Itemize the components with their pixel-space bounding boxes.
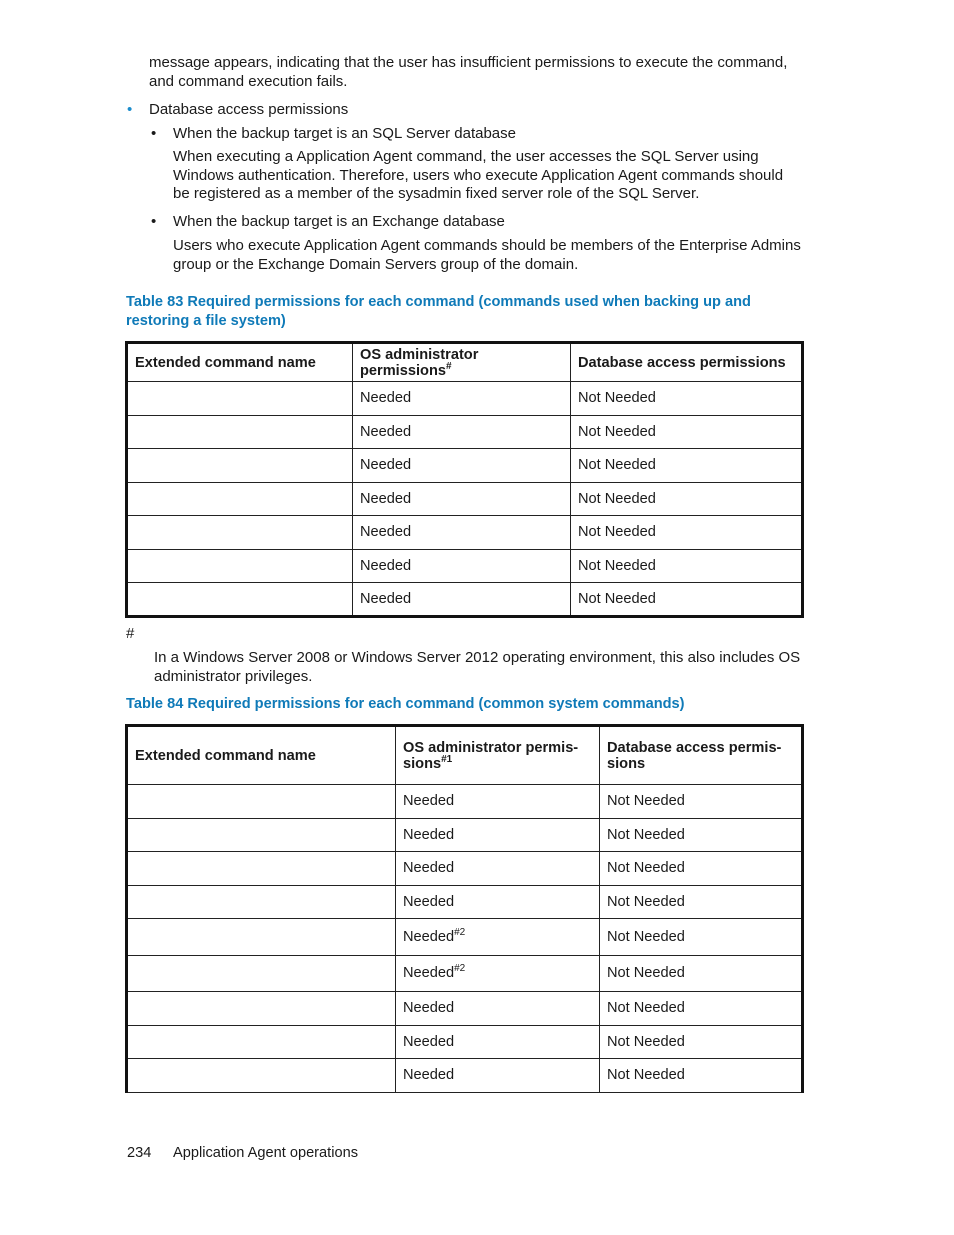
cell-os-permission: Needed$^{\#2}$ [396,919,600,956]
cell-os-permission: Needed [396,852,600,886]
cell-db-permission: Not Needed [571,583,803,617]
table-row [127,415,803,449]
bullet-marker: • [127,101,133,118]
cell-db-permission: Not Needed [600,992,803,1026]
table-row [127,583,803,617]
cell-db-permission: Not Needed [600,955,803,992]
cell-os-permission: Needed [353,382,571,416]
cell-command-name [127,482,353,516]
footnote-ref: #1 [441,753,453,765]
cell-command-name [127,1025,396,1059]
cell-os-permission: Needed [396,818,600,852]
table-header-row [127,343,803,382]
table-84-caption: Table 84 Required permissions for each command (common system commands) [126,696,685,712]
cell-command-name [127,955,396,992]
header-extended-command-name: Extended command name [127,726,396,785]
table-row [127,955,803,992]
cell-command-name [127,852,396,886]
sub-bullet-sql-label: When the backup target is an SQL Server database [173,125,516,142]
cell-db-permission: Not Needed [600,1025,803,1059]
table-row [127,919,803,956]
header-os-admin-permissions: OS administrator permis- sions$^{\#1}$ [396,726,600,785]
cell-db-permission: Not Needed [571,415,803,449]
cell-os-permission: Needed [353,482,571,516]
sub-bullet-exchange-text: Users who execute Application Agent commands should be members of the Enterprise Admins group or the Exchange Domain Servers group of the domain. [173,237,801,273]
header-os-admin-permissions: OS administrator permissions# [353,343,571,382]
table-row [127,785,803,819]
footnote-ref: # [445,360,452,372]
cell-db-permission: Not Needed [600,919,803,956]
header-db-access-permissions: Database access permis- sions [600,726,803,785]
sub-bullet-marker: • [151,125,157,142]
cell-command-name [127,549,353,583]
footnote-ref: #2 [454,926,466,938]
cell-db-permission: Not Needed [600,785,803,819]
cell-command-name [127,992,396,1026]
sub-bullet-marker: • [151,213,157,230]
table-row [127,1025,803,1059]
cell-db-permission: Not Needed [600,852,803,886]
cell-db-permission: Not Needed [571,549,803,583]
table-row [127,382,803,416]
table-row [127,852,803,886]
cell-os-permission: Needed [353,516,571,550]
header-extended-command-name: Extended command name [127,343,353,382]
cell-os-permission: Needed [396,1025,600,1059]
cell-command-name [127,818,396,852]
cell-os-permission: Needed [353,549,571,583]
cell-os-permission: Needed [396,885,600,919]
cell-db-permission: Not Needed [600,885,803,919]
footer-section-title: Application Agent operations [173,1145,358,1161]
cell-command-name [127,382,353,416]
cell-command-name [127,785,396,819]
cell-command-name [127,885,396,919]
cell-os-permission: Needed$^{\#2}$ [396,955,600,992]
cell-os-permission: Needed [396,785,600,819]
cell-os-permission: Needed [396,992,600,1026]
cell-command-name [127,919,396,956]
cell-db-permission: Not Needed [571,516,803,550]
cell-command-name [127,449,353,483]
cell-os-permission: Needed [353,415,571,449]
footnote-ref: #2 [454,963,466,975]
table-row [127,449,803,483]
table-row [127,818,803,852]
table-84 [125,724,804,1093]
table-83 [125,341,804,618]
table-row [127,516,803,550]
cell-os-permission: Needed [353,583,571,617]
table-row [127,885,803,919]
cell-command-name [127,583,353,617]
sub-bullet-exchange-label: When the backup target is an Exchange database [173,213,505,230]
cell-command-name [127,415,353,449]
cell-db-permission: Not Needed [600,1059,803,1093]
continuation-paragraph: message appears, indicating that the user has insufficient permissions to execute the command, and command execution fails. [149,54,788,90]
sub-bullet-sql-text: When executing a Application Agent command, the user accesses the SQL Server using Windows authentication. Therefore, users who execute Application Agent commands should be registered as a member of the sysadmin fixed server role of the SQL Server. [173,148,784,203]
cell-db-permission: Not Needed [571,449,803,483]
footnote-text: In a Windows Server 2008 or Windows Server 2012 operating environment, this also includes OS administrator privileges. [154,649,801,685]
footnote-marker: # [126,625,135,642]
table-83-caption: Table 83 Required permissions for each command (commands used when backing up and restoring a file system) [126,294,751,329]
table-row [127,549,803,583]
table-row [127,992,803,1026]
cell-db-permission: Not Needed [571,482,803,516]
table-row [127,482,803,516]
cell-command-name [127,516,353,550]
cell-os-permission: Needed [396,1059,600,1093]
cell-command-name [127,1059,396,1093]
table-row [127,1059,803,1093]
header-db-access-permissions: Database access permissions [571,343,803,382]
table-header-row [127,726,803,785]
cell-os-permission: Needed [353,449,571,483]
page-number: 234 [127,1145,152,1161]
bullet-database-access: Database access permissions [149,101,349,118]
cell-db-permission: Not Needed [571,382,803,416]
cell-db-permission: Not Needed [600,818,803,852]
